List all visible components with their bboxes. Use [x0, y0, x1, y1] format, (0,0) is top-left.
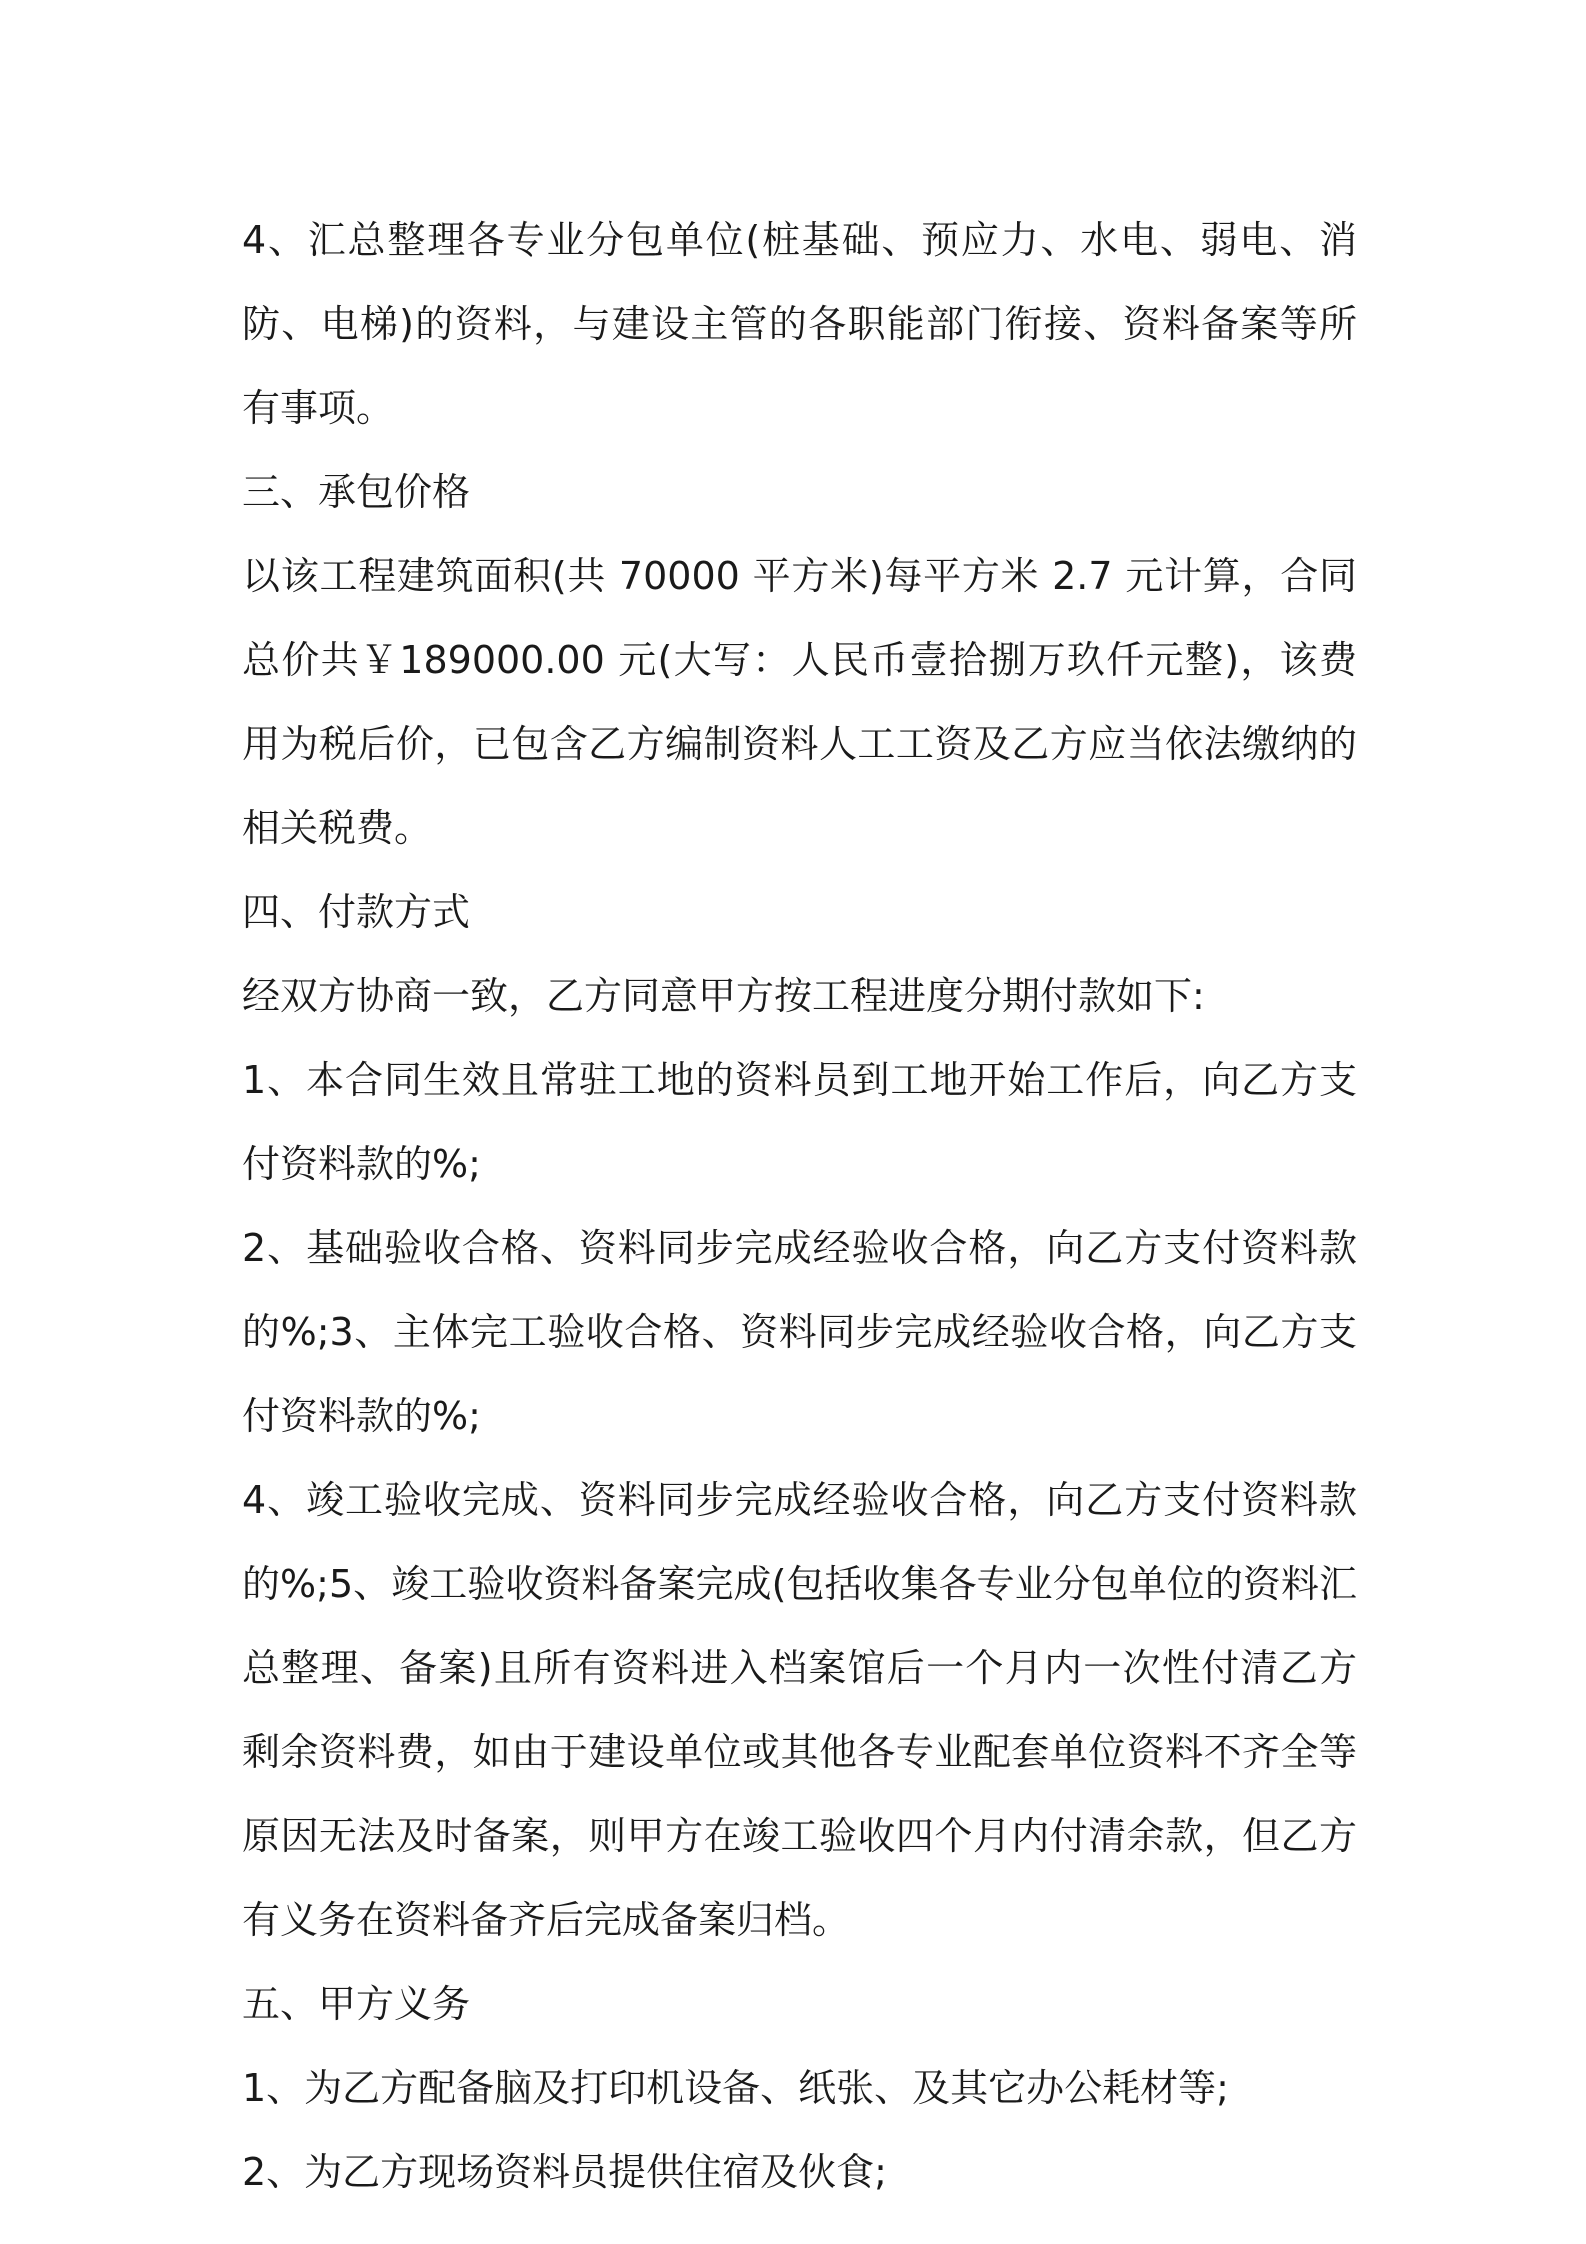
- paragraph-contract-price: 以该工程建筑面积(共 70000 平方米)每平方米 2.7 元计算，合同总价共￥189000.00 元(大写：人民币壹拾捌万玖仟元整)，该费用为税后价，已包含乙方编制资料人工工资及乙方应当依法缴纳的相关税费。: [242, 554, 1357, 850]
- paragraph-item-4-summary: 4、汇总整理各专业分包单位(桩基础、预应力、水电、弱电、消防、电梯)的资料，与建设主管的各职能部门衔接、资料备案等所有事项。: [242, 218, 1357, 430]
- paragraph-payment-1: 1、本合同生效且常驻工地的资料员到工地开始工作后，向乙方支付资料款的%;: [242, 1058, 1357, 1186]
- paragraph-payment-2-3: 2、基础验收合格、资料同步完成经验收合格，向乙方支付资料款的%;3、主体完工验收合格、资料同步完成经验收合格，向乙方支付资料款的%;: [242, 1226, 1357, 1438]
- paragraph-payment-4-5: 4、竣工验收完成、资料同步完成经验收合格，向乙方支付资料款的%;5、竣工验收资料备案完成(包括收集各专业分包单位的资料汇总整理、备案)且所有资料进入档案馆后一个月内一次性付清乙方剩余资料费，如由于建设单位或其他各专业配套单位资料不齐全等原因无法及时备案，则甲方在竣工验收四个月内付清余款，但乙方有义务在资料备齐后完成备案归档。: [242, 1478, 1358, 1942]
- section-heading-party-a-obligations: 五、甲方义务: [242, 1982, 471, 2026]
- paragraph-obligation-2: 2、为乙方现场资料员提供住宿及伙食;: [242, 2150, 887, 2194]
- paragraph-payment-intro: 经双方协商一致，乙方同意甲方按工程进度分期付款如下:: [242, 974, 1205, 1018]
- section-heading-contract-price: 三、承包价格: [242, 470, 471, 514]
- paragraph-obligation-1: 1、为乙方配备脑及打印机设备、纸张、及其它办公耗材等;: [242, 2066, 1229, 2110]
- section-heading-payment-method: 四、付款方式: [242, 890, 471, 934]
- document-body: [242, 198, 1357, 2214]
